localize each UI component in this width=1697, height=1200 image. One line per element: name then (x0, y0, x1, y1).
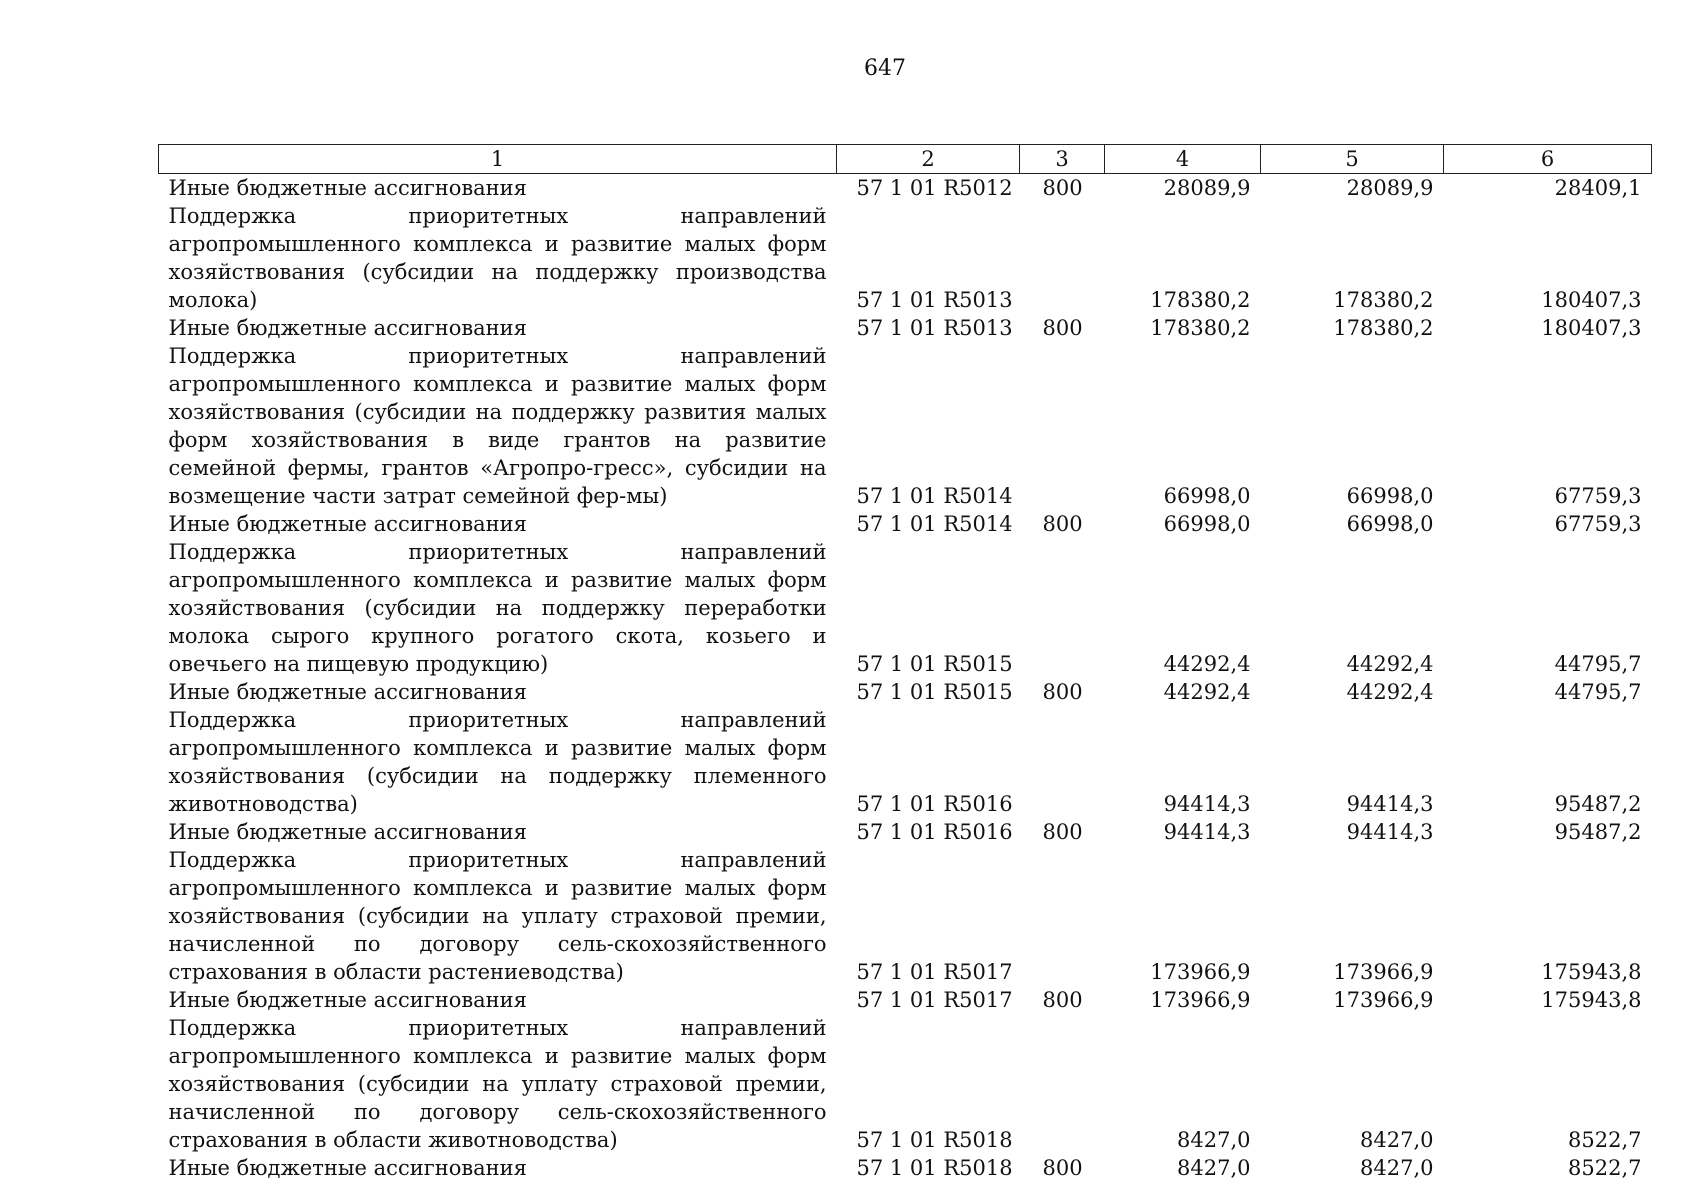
row-value-col6: 175943,8 (1541, 988, 1642, 1012)
row-expense-type (1020, 342, 1105, 510)
header-row (159, 145, 1652, 174)
table-row (159, 1014, 1652, 1154)
row-name: Поддержка приоритетных направлений агропромышленного комплекса и развитие малых форм хозяйствования (субсидии на поддержку переработки молока сырого крупного рогатого скота, козьего и овечьего на пищевую продукцию) (168, 540, 827, 676)
row-code: 57 1 01 R5012 (856, 176, 1013, 200)
row-value-col4: 44292,4 (1163, 652, 1251, 676)
row-code: 57 1 01 R5013 (856, 288, 1013, 312)
row-value-col4: 94414,3 (1163, 792, 1251, 816)
table-row (159, 342, 1652, 510)
row-name: Поддержка приоритетных направлений агропромышленного комплекса и развитие малых форм хозяйствования (субсидии на уплату страховой премии, начисленной по договору сель-скохозяйственного страхования в области животноводства) (168, 1016, 827, 1152)
row-value-col6: 8522,7 (1568, 1128, 1642, 1152)
table-row (159, 846, 1652, 986)
row-name: Иные бюджетные ассигнования (168, 1156, 527, 1180)
row-value-col5: 66998,0 (1346, 484, 1434, 508)
row-value-col6: 67759,3 (1554, 484, 1642, 508)
column-header: 4 (1105, 145, 1261, 174)
row-value-col5: 94414,3 (1346, 792, 1434, 816)
row-expense-type: 800 (1042, 512, 1083, 536)
row-name: Иные бюджетные ассигнования (168, 680, 527, 704)
row-value-col4: 66998,0 (1163, 512, 1251, 536)
row-value-col5: 178380,2 (1333, 288, 1434, 312)
row-expense-type (1020, 202, 1105, 314)
row-code: 57 1 01 R5015 (856, 680, 1013, 704)
table-row (159, 202, 1652, 314)
row-value-col5: 44292,4 (1346, 680, 1434, 704)
row-value-col6: 95487,2 (1554, 820, 1642, 844)
row-expense-type: 800 (1042, 316, 1083, 340)
row-value-col6: 180407,3 (1541, 288, 1642, 312)
row-name: Иные бюджетные ассигнования (168, 988, 527, 1012)
row-expense-type: 800 (1042, 820, 1083, 844)
row-code: 57 1 01 R5014 (856, 484, 1013, 508)
row-name: Поддержка приоритетных направлений агропромышленного комплекса и развитие малых форм хозяйствования (субсидии на уплату страховой премии, начисленной по договору сель-скохозяйственного страхования в области растениеводства) (168, 848, 827, 984)
row-expense-type: 800 (1042, 680, 1083, 704)
row-code: 57 1 01 R5016 (856, 820, 1013, 844)
column-header: 5 (1261, 145, 1444, 174)
row-code: 57 1 01 R5015 (856, 652, 1013, 676)
row-code: 57 1 01 R5013 (856, 316, 1013, 340)
table-row (159, 538, 1652, 678)
page-number: 647 (864, 56, 906, 81)
row-value-col6: 28409,1 (1554, 176, 1642, 200)
row-value-col6: 175943,8 (1541, 960, 1642, 984)
row-value-col4: 178380,2 (1150, 316, 1251, 340)
row-code: 57 1 01 R5018 (856, 1128, 1013, 1152)
row-value-col4: 28089,9 (1163, 176, 1251, 200)
column-header: 2 (837, 145, 1020, 174)
table-row (159, 510, 1652, 538)
row-value-col5: 8427,0 (1360, 1128, 1434, 1152)
table-row (159, 1154, 1652, 1182)
column-header: 1 (159, 145, 837, 174)
row-name: Поддержка приоритетных направлений агропромышленного комплекса и развитие малых форм хозяйствования (субсидии на поддержку племенного животноводства) (168, 708, 827, 816)
budget-table (158, 144, 1652, 1182)
row-value-col6: 95487,2 (1554, 792, 1642, 816)
row-code: 57 1 01 R5016 (856, 792, 1013, 816)
row-value-col4: 94414,3 (1163, 820, 1251, 844)
row-name: Иные бюджетные ассигнования (168, 820, 527, 844)
row-value-col5: 173966,9 (1333, 960, 1434, 984)
row-value-col5: 44292,4 (1346, 652, 1434, 676)
row-value-col5: 8427,0 (1360, 1156, 1434, 1180)
row-expense-type (1020, 1014, 1105, 1154)
row-expense-type (1020, 538, 1105, 678)
row-value-col4: 8427,0 (1177, 1128, 1251, 1152)
column-header: 6 (1444, 145, 1652, 174)
row-expense-type: 800 (1042, 988, 1083, 1012)
row-name: Поддержка приоритетных направлений агропромышленного комплекса и развитие малых форм хозяйствования (субсидии на поддержку развития малых форм хозяйствования в виде грантов на развитие семейной фермы, грантов «Агропро-гресс», субсидии на возмещение части затрат семейной фер-мы) (168, 344, 827, 508)
row-value-col5: 173966,9 (1333, 988, 1434, 1012)
row-name: Иные бюджетные ассигнования (168, 176, 527, 200)
table-row (159, 818, 1652, 846)
row-expense-type: 800 (1042, 176, 1083, 200)
row-name: Иные бюджетные ассигнования (168, 512, 527, 536)
row-name: Поддержка приоритетных направлений агропромышленного комплекса и развитие малых форм хозяйствования (субсидии на поддержку производства молока) (168, 204, 827, 312)
row-value-col4: 66998,0 (1163, 484, 1251, 508)
row-name: Иные бюджетные ассигнования (168, 316, 527, 340)
row-value-col4: 178380,2 (1150, 288, 1251, 312)
row-value-col6: 67759,3 (1554, 512, 1642, 536)
row-value-col4: 173966,9 (1150, 988, 1251, 1012)
row-value-col5: 66998,0 (1346, 512, 1434, 536)
row-value-col4: 173966,9 (1150, 960, 1251, 984)
row-value-col4: 8427,0 (1177, 1156, 1251, 1180)
table-row (159, 314, 1652, 342)
row-expense-type: 800 (1042, 1156, 1083, 1180)
row-code: 57 1 01 R5017 (856, 960, 1013, 984)
row-code: 57 1 01 R5014 (856, 512, 1013, 536)
table-body (159, 174, 1652, 1183)
row-value-col6: 8522,7 (1568, 1156, 1642, 1180)
column-header: 3 (1020, 145, 1105, 174)
row-value-col6: 44795,7 (1554, 680, 1642, 704)
row-value-col4: 44292,4 (1163, 680, 1251, 704)
table-row (159, 174, 1652, 203)
row-code: 57 1 01 R5017 (856, 988, 1013, 1012)
row-value-col5: 94414,3 (1346, 820, 1434, 844)
table-row (159, 706, 1652, 818)
row-expense-type (1020, 706, 1105, 818)
row-code: 57 1 01 R5018 (856, 1156, 1013, 1180)
row-value-col5: 28089,9 (1346, 176, 1434, 200)
row-value-col5: 178380,2 (1333, 316, 1434, 340)
table-row (159, 678, 1652, 706)
row-value-col6: 180407,3 (1541, 316, 1642, 340)
table-row (159, 986, 1652, 1014)
row-expense-type (1020, 846, 1105, 986)
row-value-col6: 44795,7 (1554, 652, 1642, 676)
